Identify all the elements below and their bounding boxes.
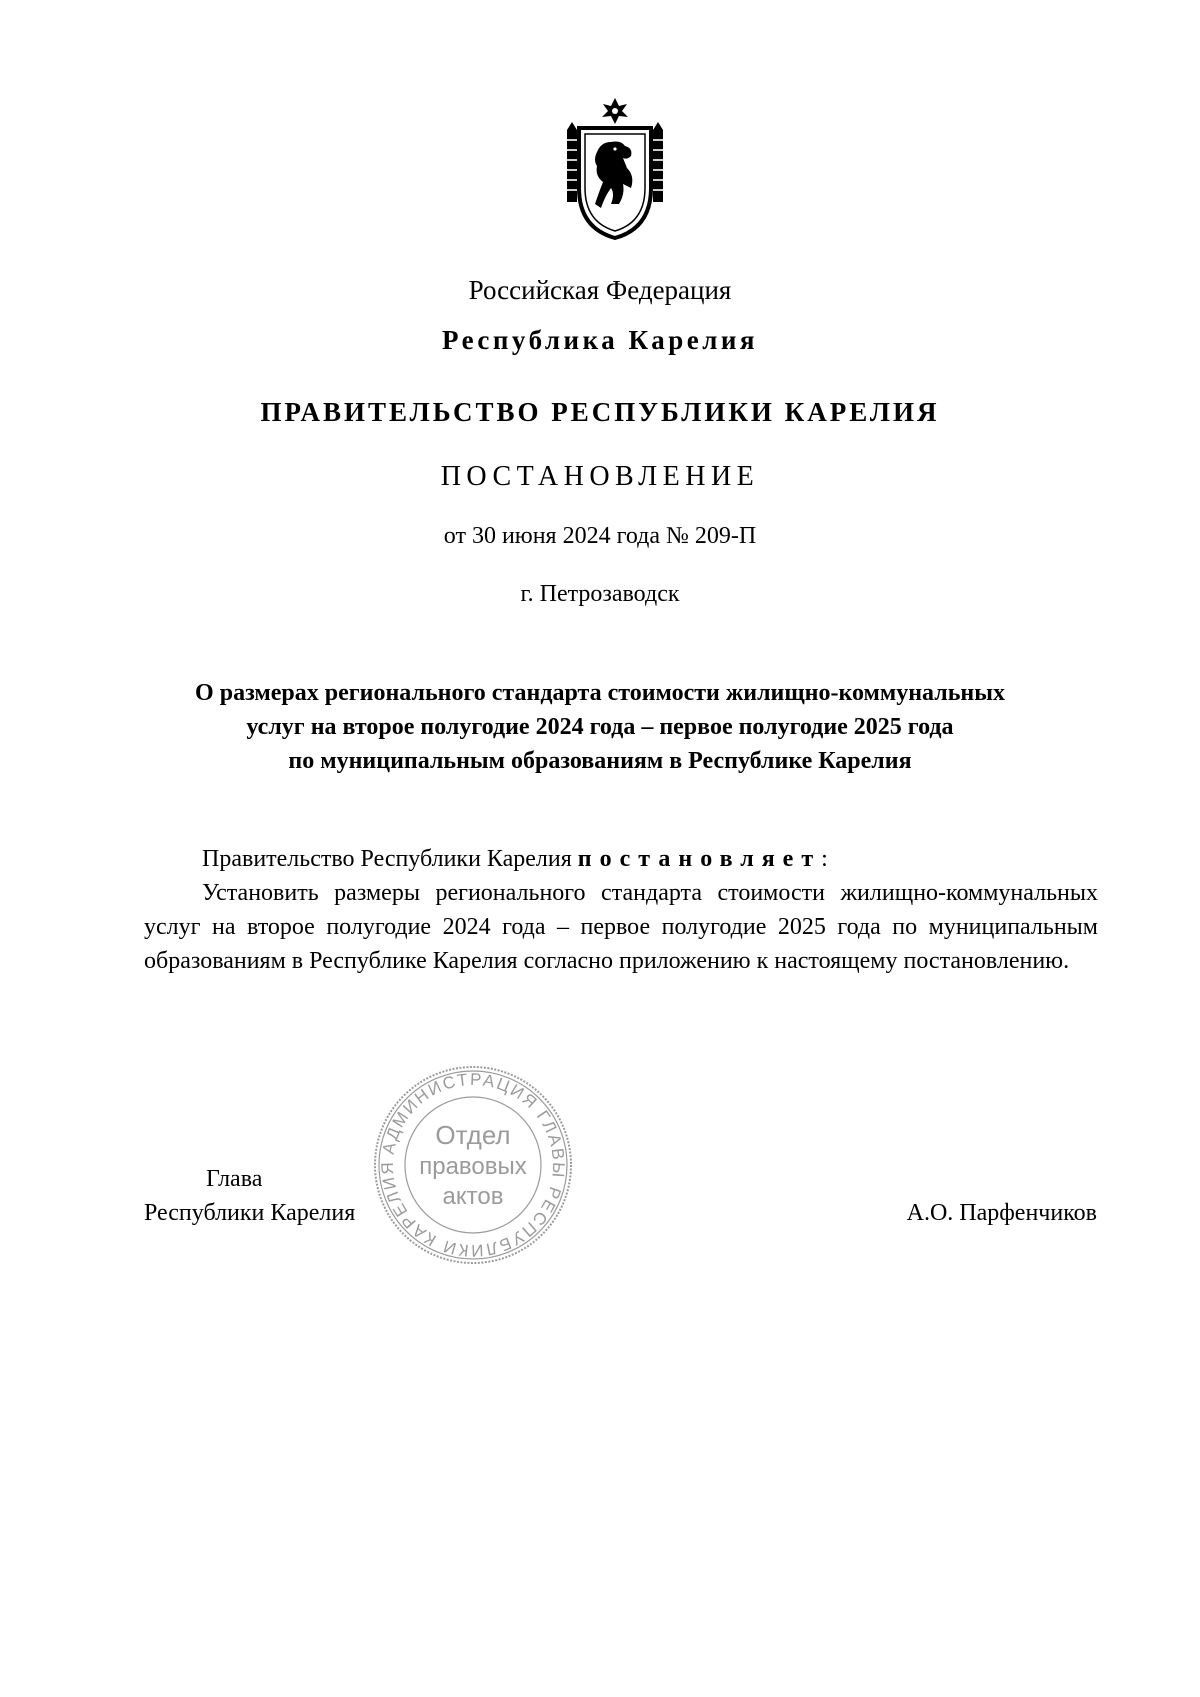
document-city: г. Петрозаводск <box>520 581 680 607</box>
resolves-word: постановляет <box>577 846 822 872</box>
signatory-name: А.О. Парфенчиков <box>906 1200 1097 1226</box>
title-line: по муниципальным образованиям в Республике Карелия <box>288 748 912 774</box>
document-type: ПОСТАНОВЛЕНИЕ <box>440 461 760 492</box>
signatory-position <box>144 1162 355 1230</box>
preamble-text: Правительство Республики Карелия <box>202 846 572 872</box>
coat-of-arms-icon <box>565 96 665 242</box>
stamp-center-line: правовых <box>419 1153 527 1180</box>
stamp-center-line: актов <box>442 1183 504 1210</box>
preamble-colon: : <box>821 846 828 872</box>
main-paragraph: Установить размеры регионального стандарта стоимости жилищно-коммунальных услуг на второе полугодие 2024 года – первое полугодие 2025 года по муниципальным образованиям в Республике Карелия согласно приложению к настоящему постановлению. <box>144 880 1098 974</box>
document-date-number: от 30 июня 2024 года № 209-П <box>443 523 757 549</box>
legal-acts-department-stamp <box>370 1062 576 1268</box>
title-line: услуг на второе полугодие 2024 года – первое полугодие 2025 года <box>246 714 954 740</box>
stamp-center-line: Отдел <box>435 1120 511 1150</box>
signatory-position-line1: Глава <box>206 1166 263 1192</box>
country-name: Российская Федерация <box>468 275 732 305</box>
government-name: ПРАВИТЕЛЬСТВО РЕСПУБЛИКИ КАРЕЛИЯ <box>260 397 940 427</box>
signatory-position-line2: Республики Карелия <box>144 1200 356 1226</box>
stamp-ring-text: АДМИНИСТРАЦИЯ ГЛАВЫ РЕСПУБЛИКИ КАРЕЛИЯ <box>377 1069 569 1261</box>
preamble-paragraph <box>144 842 1098 876</box>
republic-name: Республика Карелия <box>441 325 759 355</box>
title-line: О размерах регионального стандарта стоимости жилищно-коммунальных <box>195 680 1005 706</box>
document-title <box>0 676 1200 778</box>
